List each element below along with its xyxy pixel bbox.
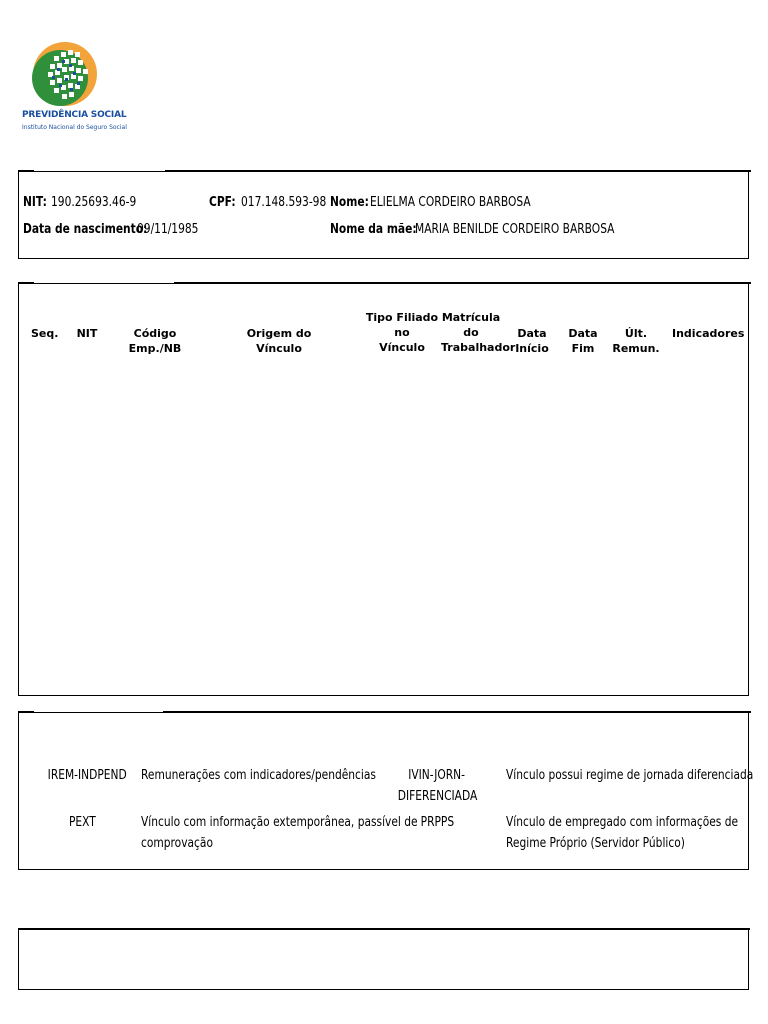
header-seq: Seq. xyxy=(31,327,59,340)
mother-name-label: Nome da mãe: xyxy=(330,222,417,237)
legend-desc-ivin: Vínculo possui regime de jornada diferenciada xyxy=(506,768,754,783)
cpf-label: CPF: xyxy=(209,195,236,210)
identification-section xyxy=(18,171,749,259)
header-tipo-line2: Vínculo xyxy=(379,341,425,354)
header-data-fim: Data Fim xyxy=(568,327,598,355)
header-origem: Origem do Vínculo xyxy=(246,327,312,355)
nit-value: 190.25693.46-9 xyxy=(51,195,137,210)
legend-code-irem: IREM-INDPEND xyxy=(47,768,127,783)
birth-date-label: Data de nascimento: xyxy=(23,222,148,237)
nome-label: Nome: xyxy=(330,195,369,210)
legend-desc-prpps-line2: Regime Próprio (Servidor Público) xyxy=(506,836,685,851)
logo-emblem-icon xyxy=(32,38,102,110)
legend-code-pext: PEXT xyxy=(68,815,96,830)
cpf-value: 017.148.593-98 xyxy=(241,195,327,210)
indicators-legend xyxy=(18,712,754,870)
legend-code-prpps: PRPPS xyxy=(420,815,454,830)
header-matricula-line2: Trabalhador xyxy=(441,341,516,354)
logo-subtitle: Instituto Nacional do Seguro Social xyxy=(22,124,127,131)
footer-section xyxy=(18,929,749,990)
relations-table xyxy=(18,283,749,696)
mother-name-value: MARIA BENILDE CORDEIRO BARBOSA xyxy=(415,222,615,237)
header-matricula-line1: Matrícula do xyxy=(441,311,501,339)
nome-value: ELIELMA CORDEIRO BARBOSA xyxy=(370,195,531,210)
legend-desc-prpps-line1: Vínculo de empregado com informações de xyxy=(506,815,739,830)
header-tipo-line1: Tipo Filiado no xyxy=(365,311,439,339)
legend-desc-irem: Remunerações com indicadores/pendências xyxy=(141,768,376,783)
header-codigo: Código Emp./NB xyxy=(128,327,182,355)
legend-desc-pext-line1: Vínculo com informação extemporânea, passível de xyxy=(141,815,418,830)
nit-label: NIT: xyxy=(23,195,47,210)
logo-name: PREVIDÊNCIA SOCIAL xyxy=(22,110,127,120)
previdencia-social-logo xyxy=(18,36,127,142)
legend-desc-pext-line2: comprovação xyxy=(141,836,213,851)
header-nit: NIT xyxy=(76,327,98,340)
header-indicadores: Indicadores xyxy=(672,327,745,340)
legend-code-ivin-line1: IVIN-JORN- xyxy=(408,768,466,783)
header-ult-remun: Últ. Remun. xyxy=(612,327,660,355)
birth-date-value: 09/11/1985 xyxy=(137,222,199,237)
header-data-inicio: Data Início xyxy=(515,327,549,355)
legend-code-ivin-line2: DIFERENCIADA xyxy=(397,789,477,804)
